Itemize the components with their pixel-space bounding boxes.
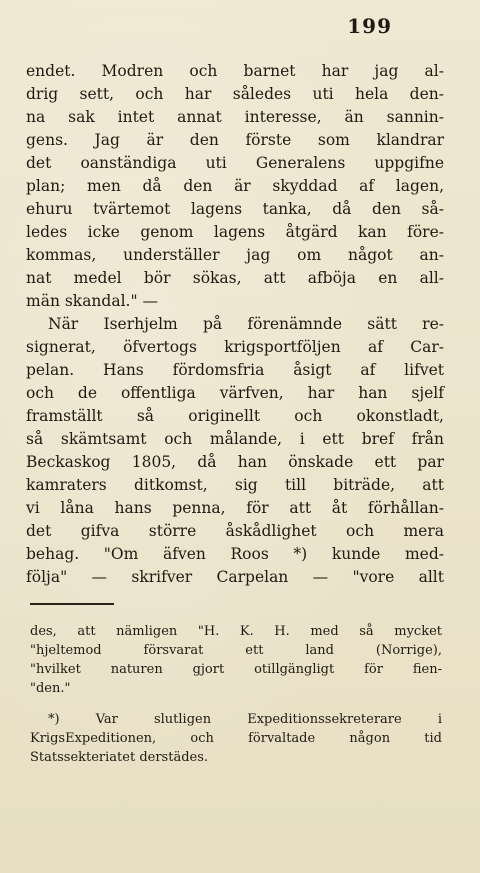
text-line: gens. Jag är den förste som klandrar (26, 131, 444, 149)
text-line: män skandal." — (26, 292, 159, 310)
quote-line: "hvilket naturen gjort otillgängligt för fien- (30, 662, 442, 677)
text-line: nat medel bör sökas, att afböja en all- (26, 269, 444, 287)
text-line: framställt så originellt och okonstladt, (26, 407, 444, 425)
text-line: pelan. Hans fördomsfria åsigt af lifvet (26, 361, 444, 379)
quote-line: "den." (30, 681, 71, 696)
footnote-line: KrigsExpeditionen, och förvaltade någon tid (30, 731, 442, 746)
section-divider (30, 603, 114, 605)
text-line: kommas, underställer jag om något an- (26, 246, 444, 264)
text-line: kamraters ditkomst, sig till biträde, att (26, 476, 444, 494)
text-line: vi låna hans penna, för att åt förhållan- (26, 499, 444, 517)
text-line: ledes icke genom lagens åtgärd kan före- (26, 223, 444, 241)
text-line: det gifva större åskådlighet och mera (26, 522, 444, 540)
text-line: plan; men då den är skyddad af lagen, (26, 177, 444, 195)
text-line: signerat, öfvertogs krigsportföljen af Car- (26, 338, 444, 356)
text-line: så skämtsamt och målande, i ett bref från (26, 430, 444, 448)
text-line: drig sett, och har således uti hela den- (26, 85, 444, 103)
footnote (30, 710, 442, 767)
page-number: 199 (347, 14, 392, 38)
footnote-line: Statssekteriatet derstädes. (30, 750, 209, 765)
text-line: och de offentliga värfven, har han sjelf (26, 384, 444, 402)
quote-line: "hjeltemod försvarat ett land (Norrige), (30, 643, 442, 658)
text-line: endet. Modren och barnet har jag al- (26, 62, 444, 80)
main-text (26, 60, 444, 589)
text-line: na sak intet annat interesse, än sannin- (26, 108, 444, 126)
quote-line: des, att nämligen "H. K. H. med så mycket (30, 624, 442, 639)
text-line: det oanständiga uti Generalens uppgifne (26, 154, 444, 172)
text-line: behag. "Om äfven Roos *) kunde med- (26, 545, 444, 563)
text-line: ehuru tvärtemot lagens tanka, då den så- (26, 200, 444, 218)
text-line: När Iserhjelm på förenämnde sätt re- (48, 315, 444, 333)
continued-quote (30, 622, 442, 698)
footnote-line: *) Var slutligen Expeditionssekreterare i (48, 712, 442, 727)
text-line: Beckaskog 1805, då han önskade ett par (26, 453, 444, 471)
text-line: följa" — skrifver Carpelan — "vore allt (26, 568, 444, 586)
